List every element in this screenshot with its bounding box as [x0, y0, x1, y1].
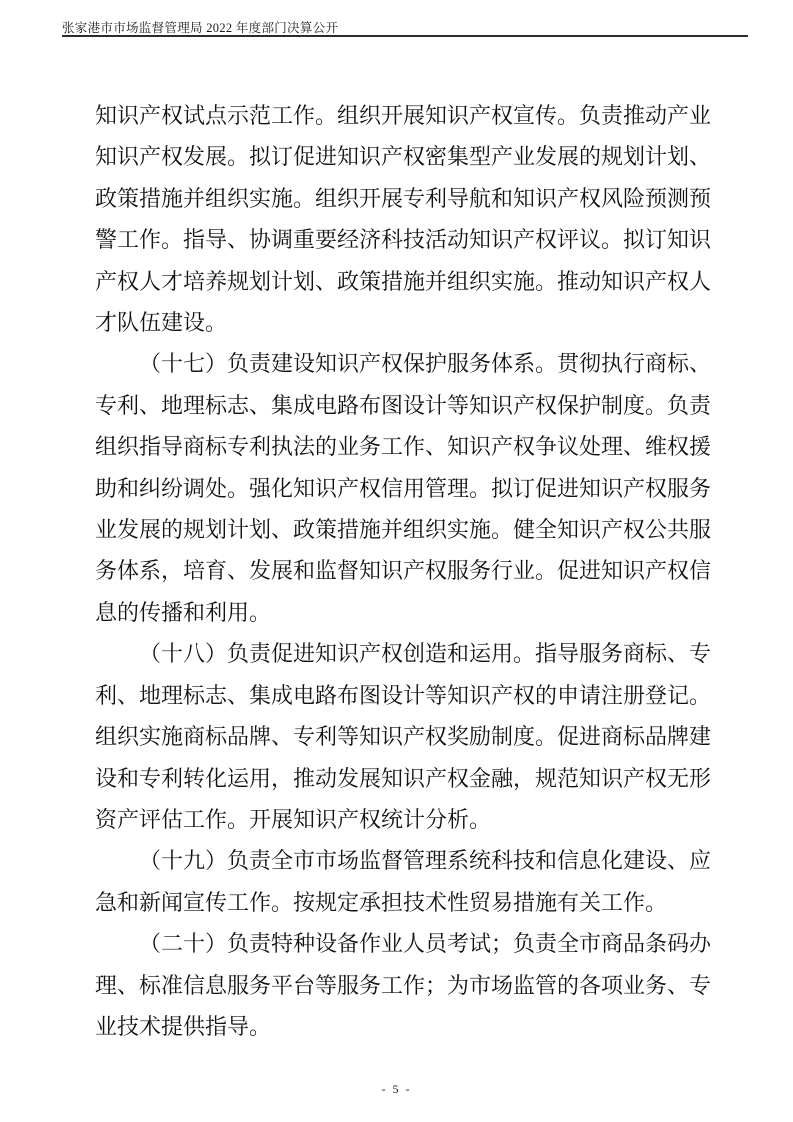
- paragraph-item-17: （十七）负责建设知识产权保护服务体系。贯彻执行商标、专利、地理标志、集成电路布图设计等知识产权保护制度。负责组织指导商标专利执法的业务工作、知识产权争议处理、维权援助和纠纷调处。强化知识产权信用管理。拟订促进知识产权服务业发展的规划计划、政策措施并组织实施。健全知识产权公共服务体系，培育、发展和监督知识产权服务行业。促进知识产权信息的传播和利用。: [95, 351, 712, 625]
- document-body: [95, 95, 711, 1047]
- header-divider-rule: [62, 35, 748, 37]
- paragraph-item-19: （十九）负责全市市场监督管理系统科技和信息化建设、应急和新闻宣传工作。按规定承担技术性贸易措施有关工作。: [95, 848, 712, 915]
- paragraph-item-18: （十八）负责促进知识产权创造和运用。指导服务商标、专利、地理标志、集成电路布图设计等知识产权的申请注册登记。组织实施商标品牌、专利等知识产权奖励制度。促进商标品牌建设和专利转化运用，推动发展知识产权金融，规范知识产权无形资产评估工作。开展知识产权统计分析。: [95, 641, 712, 832]
- page-header-title: 张家港市市场监督管理局 2022 年度部门决算公开: [62, 21, 339, 35]
- paragraph-continuation: 知识产权试点示范工作。组织开展知识产权宣传。负责推动产业知识产权发展。拟订促进知识产权密集型产业发展的规划计划、政策措施并组织实施。组织开展专利导航和知识产权风险预测预警工作。指导、协调重要经济科技活动知识产权评议。拟订知识产权人才培养规划计划、政策措施并组织实施。推动知识产权人才队伍建设。: [95, 103, 712, 336]
- page-number: - 5 -: [381, 1082, 412, 1096]
- paragraph-item-20: （二十）负责特种设备作业人员考试；负责全市商品条码办理、标准信息服务平台等服务工作；为市场监管的各项业务、专业技术提供指导。: [95, 931, 712, 1039]
